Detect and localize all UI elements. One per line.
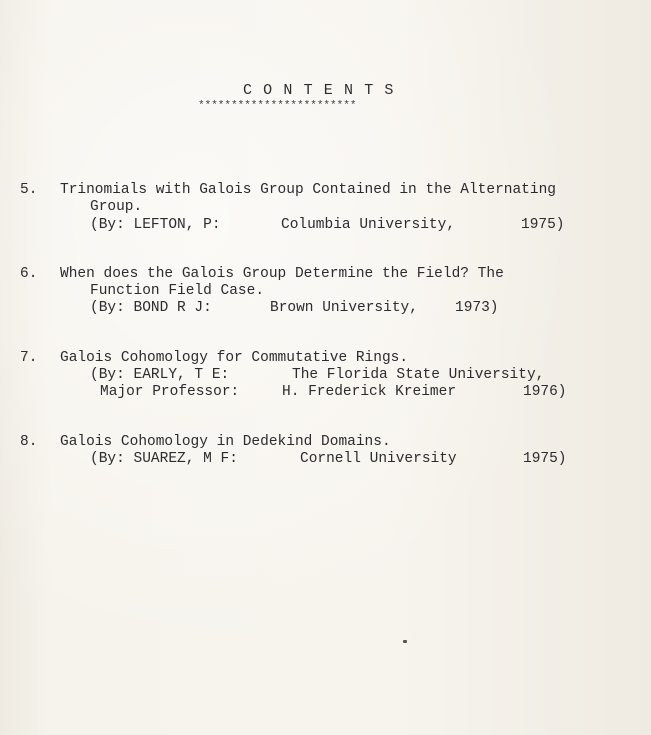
- entry-number: 6.: [20, 266, 38, 282]
- entry-institution: Cornell University: [300, 451, 457, 467]
- entry-author: (By: LEFTON, P:: [90, 217, 221, 233]
- entry-title-line: Galois Cohomology in Dedekind Domains.: [60, 434, 391, 450]
- entry-year: 1976): [523, 384, 567, 400]
- contents-title: [0, 82, 651, 99]
- entry-institution: Columbia University,: [281, 217, 456, 233]
- title-underline-stars: ************************: [198, 100, 357, 112]
- entry-title-line: Trinomials with Galois Group Contained in the Alternating: [60, 182, 556, 198]
- entry-author: (By: SUAREZ, M F:: [90, 451, 238, 467]
- entry-institution: Brown University,: [270, 300, 418, 316]
- ink-speck: [403, 640, 407, 643]
- contents-entry: [20, 434, 567, 553]
- entry-year: 1973): [455, 300, 499, 316]
- entry-professor-name: H. Frederick Kreimer: [282, 384, 457, 400]
- entry-title-line: When does the Galois Group Determine the Field? The: [60, 266, 504, 282]
- entry-year: 1975): [521, 217, 565, 233]
- entry-author: (By: BOND R J:: [90, 300, 212, 316]
- entry-number: 8.: [20, 434, 38, 450]
- entry-title-line: Function Field Case.: [90, 283, 265, 299]
- entry-professor-label: Major Professor:: [100, 384, 240, 400]
- entry-author: (By: EARLY, T E:: [90, 367, 230, 383]
- entry-title-line: Galois Cohomology for Commutative Rings.: [60, 350, 409, 366]
- entry-title-line: Group.: [90, 199, 143, 215]
- entry-number: 7.: [20, 350, 38, 366]
- entry-number: 5.: [20, 182, 38, 198]
- entry-year: 1975): [523, 451, 567, 467]
- entry-institution: The Florida State University,: [292, 367, 545, 383]
- contents-title-text: C O N T E N T S: [242, 82, 395, 99]
